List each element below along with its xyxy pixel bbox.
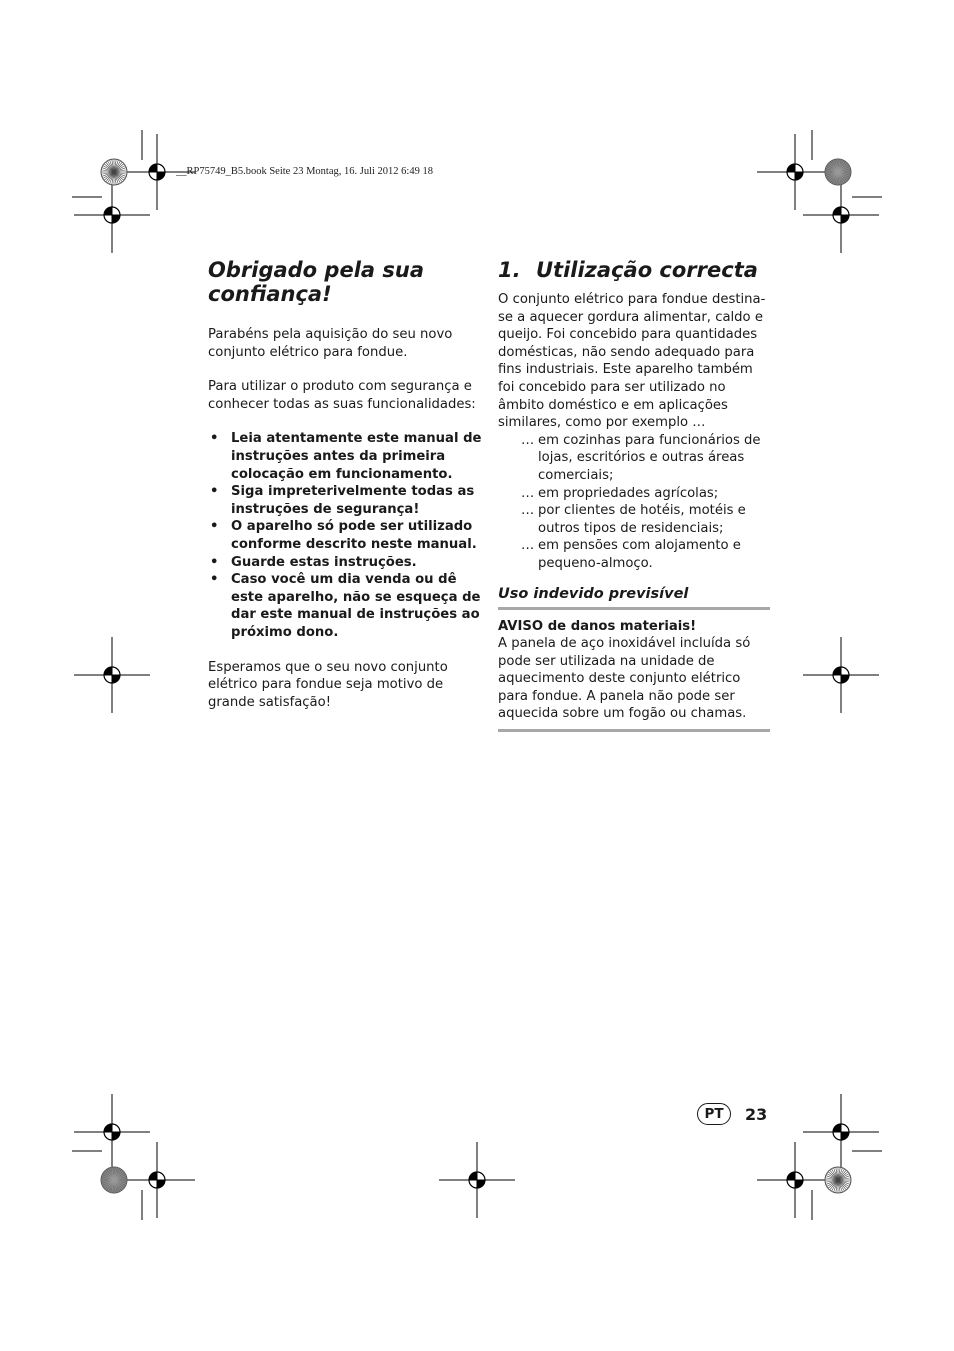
registration-mark xyxy=(803,1094,879,1170)
list-item: … por clientes de hotéis, motéis e outros tipos de residenciais; xyxy=(521,503,746,536)
list-item: … em propriedades agrícolas; xyxy=(521,485,719,501)
list-item: • Leia atentamente este manual de instruções antes da primeira colocação em funcionamento. xyxy=(210,431,482,482)
usage-examples-list xyxy=(498,432,772,573)
registration-mark xyxy=(119,1142,195,1218)
language-badge: PT xyxy=(697,1103,731,1125)
color-wheel-mark xyxy=(101,1167,127,1193)
page-number: 23 xyxy=(745,1104,768,1124)
registration-mark xyxy=(74,177,150,253)
intended-use-paragraph: O conjunto elétrico para fondue destina-se a aquecer gordura alimentar, caldo e queijo. Foi concebido para quantidades domésticas, não sendo adequado para fins industriais. Este aparelho também foi concebido para ser utilizado no âmbito doméstico e em aplicações similares, como por exemplo … xyxy=(498,292,766,431)
registration-mark xyxy=(439,1142,515,1218)
registration-mark xyxy=(803,637,879,713)
registration-mark xyxy=(74,1094,150,1170)
list-item: • Siga impreterivelmente todas as instruções de segurança! xyxy=(210,484,475,517)
warning-title: AVISO de danos materiais! xyxy=(498,618,697,634)
subsection-heading: Uso indevido previsível xyxy=(498,585,689,602)
divider xyxy=(498,607,770,610)
registration-mark xyxy=(757,134,833,210)
list-item: … em pensões com alojamento e pequeno-almoço. xyxy=(521,538,741,571)
page-title: Obrigado pela sua confiança! xyxy=(208,258,424,306)
warning-text: A panela de aço inoxidável incluída só pode ser utilizada na unidade de aquecimento deste conjunto elétrico para fondue. A panela não pode ser aquecida sobre um fogão ou chamas. xyxy=(498,636,751,722)
list-item: • Caso você um dia venda ou dê este aparelho, não se esqueça de dar este manual de instruções ao próximo dono. xyxy=(210,572,481,640)
closing-paragraph: Esperamos que o seu novo conjunto elétrico para fondue seja motivo de grande satisfação! xyxy=(208,659,448,710)
registration-mark xyxy=(803,177,879,253)
right-column xyxy=(498,258,772,732)
registration-mark xyxy=(74,637,150,713)
color-wheel-mark xyxy=(825,159,851,185)
print-slug: __RP75749_B5.book Seite 23 Montag, 16. Juli 2012 6:49 18 xyxy=(176,166,433,177)
list-item: … em cozinhas para funcionários de lojas, escritórios e outras áreas comerciais; xyxy=(521,432,761,483)
divider xyxy=(498,729,770,732)
list-item: • Guarde estas instruções. xyxy=(210,554,417,570)
left-column xyxy=(208,258,482,711)
usage-paragraph: Para utilizar o produto com segurança e conhecer todas as suas funcionalidades: xyxy=(208,379,476,412)
instruction-list xyxy=(208,430,482,641)
section-title: 1. Utilização correcta xyxy=(498,258,758,282)
page-footer xyxy=(697,1103,767,1125)
list-item: • O aparelho só pode ser utilizado conforme descrito neste manual. xyxy=(210,519,477,552)
color-wheel-mark xyxy=(101,159,127,185)
section-number: 1. xyxy=(498,258,521,282)
intro-paragraph: Parabéns pela aquisição do seu novo conjunto elétrico para fondue. xyxy=(208,327,453,360)
registration-mark xyxy=(757,1142,833,1218)
color-wheel-mark xyxy=(825,1167,851,1193)
